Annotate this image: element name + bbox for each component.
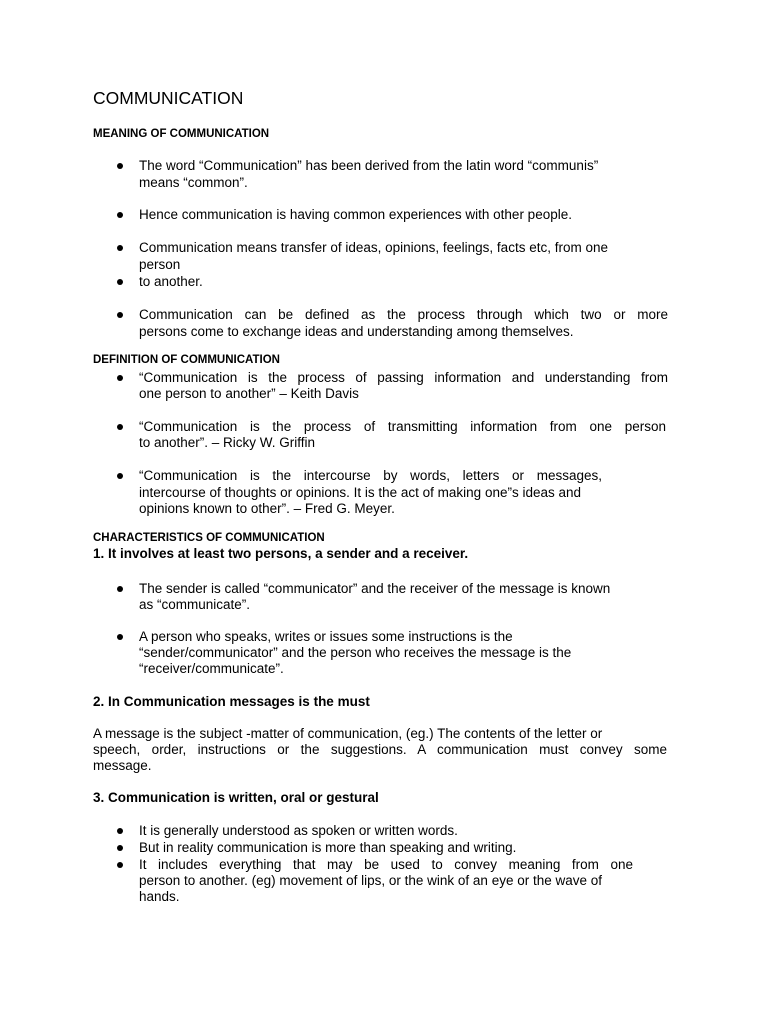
bullet-dot: [117, 312, 123, 318]
definition-bullet-2-line-1: “Communication is the process of transmitting information from one person: [139, 419, 666, 434]
bullet-dot: [117, 828, 123, 834]
point-3-bullet-3-line-1: It includes everything that may be used to convey meaning from one: [139, 857, 633, 872]
point-3-bullet-2: But in reality communication is more than speaking and writing.: [139, 840, 517, 855]
point-1-heading: 1. It involves at least two persons, a sender and a receiver.: [93, 546, 469, 561]
meaning-bullet-2: Hence communication is having common experiences with other people.: [139, 207, 572, 222]
definition-bullet-3-line-1: “Communication is the intercourse by words, letters or messages,: [139, 468, 602, 483]
point-1-bullet-2-line-1: A person who speaks, writes or issues some instructions is the: [139, 629, 513, 644]
bullet-dot: [117, 245, 123, 251]
bullet-dot: [117, 279, 123, 285]
point-3-bullet-1: It is generally understood as spoken or written words.: [139, 823, 458, 838]
point-3-bullet-3-line-3: hands.: [139, 889, 180, 904]
bullet-dot: [117, 586, 123, 592]
point-2-paragraph-line-3: message.: [93, 758, 152, 773]
meaning-bullet-1-line-2: means “common”.: [139, 175, 248, 190]
bullet-dot: [117, 424, 123, 430]
meaning-bullet-5-line-2: persons come to exchange ideas and understanding among themselves.: [139, 324, 574, 339]
bullet-dot: [117, 473, 123, 479]
point-2-heading: 2. In Communication messages is the must: [93, 694, 370, 709]
point-3-bullet-3-line-2: person to another. (eg) movement of lips, or the wink of an eye or the wave of: [139, 873, 603, 888]
point-3-heading: 3. Communication is written, oral or gestural: [93, 790, 379, 805]
meaning-heading: MEANING OF COMMUNICATION: [93, 128, 270, 140]
meaning-bullet-3-line-2: person: [139, 257, 181, 272]
point-1-bullet-2-line-3: “receiver/communicate”.: [139, 661, 284, 676]
definition-bullet-3-line-3: opinions known to other”. – Fred G. Meyer.: [139, 501, 395, 516]
point-2-paragraph-line-1: A message is the subject -matter of communication, (eg.) The contents of the letter or: [93, 726, 603, 741]
definition-bullet-3-line-2: intercourse of thoughts or opinions. It is the act of making one”s ideas and: [139, 485, 582, 500]
page-title: COMMUNICATION: [93, 88, 244, 108]
point-1-bullet-1-line-1: The sender is called “communicator” and the receiver of the message is known: [139, 581, 611, 596]
meaning-bullet-3-line-1: Communication means transfer of ideas, opinions, feelings, facts etc, from one: [139, 240, 608, 255]
bullet-dot: [117, 212, 123, 218]
meaning-bullet-1-line-1: The word “Communication” has been derived from the latin word “communis”: [139, 158, 599, 173]
bullet-dot: [117, 845, 123, 851]
bullet-dot: [117, 163, 123, 169]
point-1-bullet-2-line-2: “sender/communicator” and the person who receives the message is the: [139, 645, 572, 660]
point-2-paragraph-line-2: speech, order, instructions or the suggestions. A communication must convey some: [93, 742, 667, 757]
definition-bullet-1-line-1: “Communication is the process of passing information and understanding from: [139, 370, 668, 385]
characteristics-heading: CHARACTERISTICS OF COMMUNICATION: [93, 532, 325, 544]
definition-bullet-2-line-2: to another”. – Ricky W. Griffin: [139, 435, 316, 450]
bullet-dot: [117, 862, 123, 868]
bullet-dot: [117, 634, 123, 640]
meaning-bullet-5-line-1: Communication can be defined as the process through which two or more: [139, 307, 668, 322]
point-1-bullet-1-line-2: as “communicate”.: [139, 597, 251, 612]
bullet-dot: [117, 375, 123, 381]
definition-heading: DEFINITION OF COMMUNICATION: [93, 354, 280, 366]
definition-bullet-1-line-2: one person to another” – Keith Davis: [139, 386, 359, 401]
meaning-bullet-4: to another.: [139, 274, 203, 289]
